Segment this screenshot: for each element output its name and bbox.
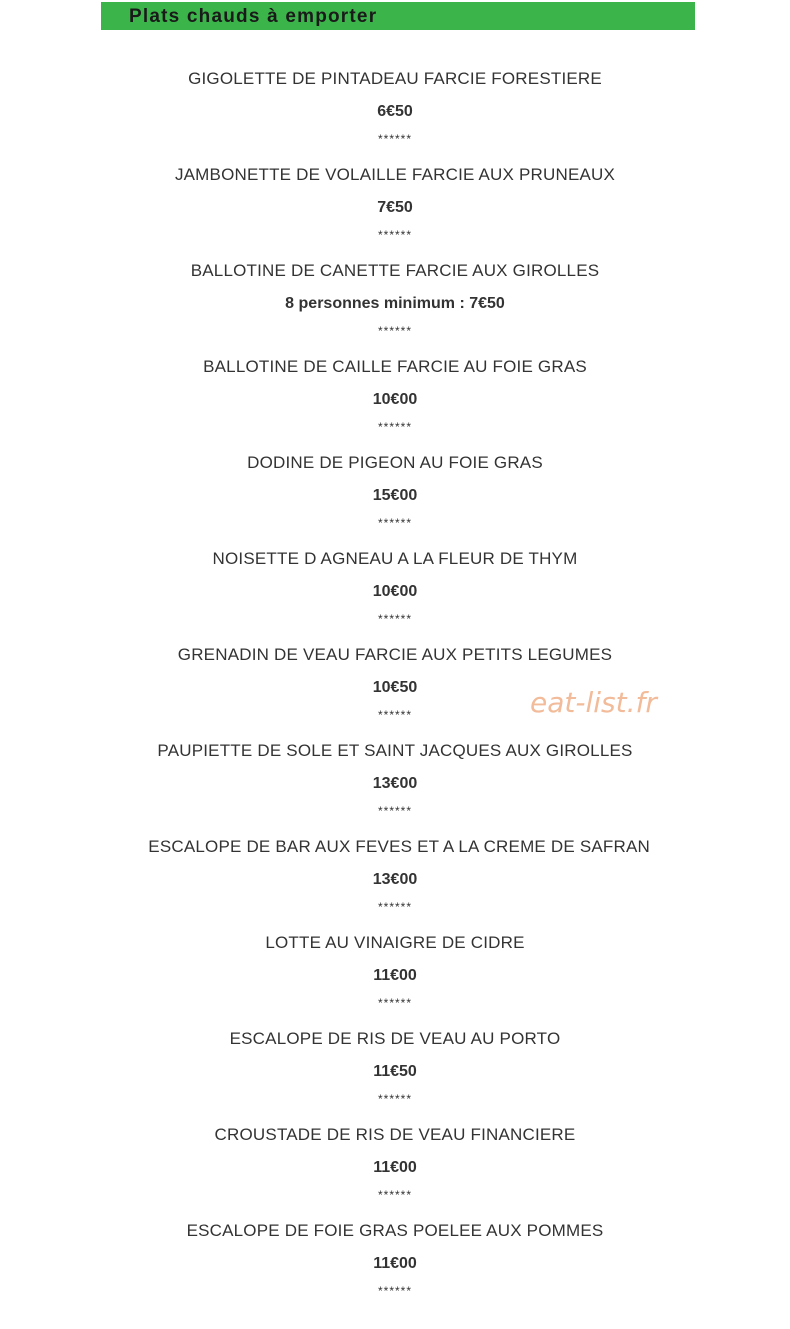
item-separator: ****** <box>377 420 413 434</box>
item-separator: ****** <box>377 324 413 338</box>
item-separator: ****** <box>377 612 413 626</box>
item-name: CROUSTADE DE RIS DE VEAU FINANCIERE <box>214 1125 576 1144</box>
item-separator: ****** <box>377 1188 413 1202</box>
item-price: 11€00 <box>373 1159 417 1176</box>
menu-item <box>0 64 790 160</box>
item-name: LOTTE AU VINAIGRE DE CIDRE <box>265 933 525 952</box>
menu-item <box>0 544 790 640</box>
item-separator: ****** <box>377 996 413 1010</box>
item-name: NOISETTE D AGNEAU A LA FLEUR DE THYM <box>212 549 578 568</box>
item-name: DODINE DE PIGEON AU FOIE GRAS <box>247 453 543 472</box>
menu-item <box>0 256 790 352</box>
item-price: 15€00 <box>372 487 418 504</box>
menu-item <box>0 736 790 832</box>
menu-item <box>0 160 790 256</box>
item-price: 6€50 <box>377 103 413 120</box>
item-separator: ****** <box>377 516 413 530</box>
menu-item <box>0 448 790 544</box>
item-name: BALLOTINE DE CAILLE FARCIE AU FOIE GRAS <box>203 357 587 376</box>
menu-item <box>0 832 790 928</box>
item-separator: ****** <box>377 228 413 242</box>
section-title: Plats chauds à emporter <box>129 6 378 27</box>
item-separator: ****** <box>377 1284 413 1298</box>
item-separator: ****** <box>377 804 413 818</box>
item-price: 8 personnes minimum : 7€50 <box>285 295 505 312</box>
item-price: 13€00 <box>372 775 418 792</box>
menu-item <box>0 352 790 448</box>
item-separator: ****** <box>377 132 413 146</box>
item-price: 13€00 <box>372 871 418 888</box>
menu-item <box>0 1216 790 1312</box>
menu-list <box>0 64 790 1312</box>
item-name: JAMBONETTE DE VOLAILLE FARCIE AUX PRUNEAUX <box>174 165 616 184</box>
menu-item <box>0 1120 790 1216</box>
item-separator: ****** <box>377 900 413 914</box>
item-price: 11€00 <box>373 967 417 984</box>
item-name: ESCALOPE DE FOIE GRAS POELEE AUX POMMES <box>186 1221 604 1240</box>
item-price: 11€00 <box>373 1255 417 1272</box>
item-price: 7€50 <box>377 199 413 216</box>
menu-item <box>0 928 790 1024</box>
item-name: GRENADIN DE VEAU FARCIE AUX PETITS LEGUMES <box>177 645 613 664</box>
section-header <box>101 2 695 30</box>
item-name: GIGOLETTE DE PINTADEAU FARCIE FORESTIERE <box>188 69 602 88</box>
item-name: ESCALOPE DE RIS DE VEAU AU PORTO <box>229 1029 561 1048</box>
item-price: 10€00 <box>372 583 418 600</box>
item-separator: ****** <box>377 708 413 722</box>
item-name: ESCALOPE DE BAR AUX FEVES ET A LA CREME DE SAFRAN <box>148 837 650 856</box>
watermark: eat-list.fr <box>530 686 657 719</box>
item-name: BALLOTINE DE CANETTE FARCIE AUX GIROLLES <box>190 261 600 280</box>
item-separator: ****** <box>377 1092 413 1106</box>
item-price: 11€50 <box>373 1063 417 1080</box>
item-name: PAUPIETTE DE SOLE ET SAINT JACQUES AUX GIROLLES <box>157 741 633 760</box>
menu-item <box>0 1024 790 1120</box>
item-price: 10€50 <box>372 679 418 696</box>
menu-item <box>0 640 790 736</box>
item-price: 10€00 <box>372 391 418 408</box>
